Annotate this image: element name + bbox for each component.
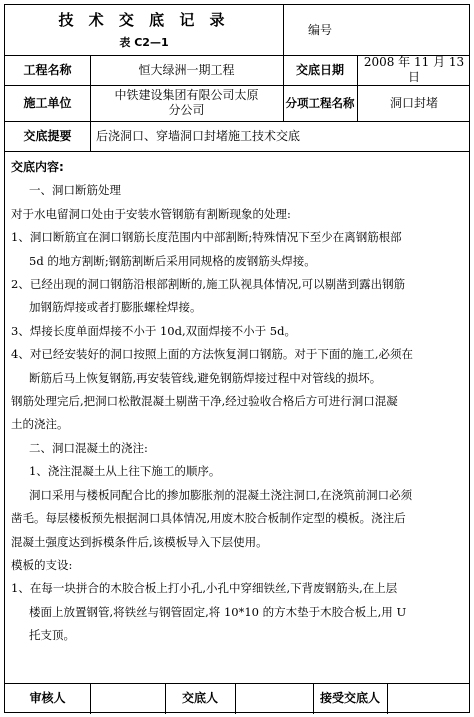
- receiver-field[interactable]: [387, 683, 471, 714]
- section-heading: 二、洞口混凝土的浇注:: [29, 440, 148, 455]
- form-title: 技 术 交 底 记 录: [58, 10, 230, 29]
- row-divider: [5, 151, 469, 152]
- paragraph-line: 1、洞口断筋宜在洞口钢筋长度范围内中部割断;特殊情况下至少在离钢筋根部: [11, 230, 402, 245]
- subproject-value: 洞口封堵: [389, 95, 438, 110]
- presenter-label: 交底人: [181, 691, 218, 705]
- section-heading: 一、洞口断筋处理: [29, 183, 121, 198]
- number-field[interactable]: [357, 5, 471, 55]
- summary-value: 后浇洞口、穿墙洞口封堵施工技术交底: [96, 128, 301, 143]
- paragraph-line: 洞口采用与楼板同配合比的掺加膨胀剂的混凝土浇注洞口,在浇筑前洞口必须: [29, 487, 413, 502]
- form-code: 表 C2—1: [119, 35, 169, 49]
- contractor-value-line: 分公司: [168, 103, 205, 117]
- paragraph-line: 凿毛。每层楼板预先根据洞口具体情况,用废木胶合板制作定型的模板。浇注后: [11, 511, 406, 526]
- date-label: 交底日期: [295, 62, 344, 77]
- number-label: 编号: [307, 22, 332, 37]
- paragraph-line: 混凝土强度达到拆模条件后,该模板导入下层使用。: [11, 534, 268, 549]
- project-name-label: 工程名称: [23, 62, 72, 77]
- disclosure-content: [11, 156, 465, 648]
- paragraph-line: 1、在每一块拼合的木胶合板上打小孔,小孔中穿细铁丝,下背废钢筋头,在上层: [11, 581, 398, 596]
- contractor-value: [90, 85, 283, 121]
- paragraph-line: 土的浇注。: [11, 417, 69, 432]
- paragraph-line: 4、对已经安装好的洞口按照上面的方法恢复洞口钢筋。对于下面的施工,必须在: [11, 347, 413, 362]
- contractor-label: 施工单位: [23, 95, 72, 110]
- technical-disclosure-form: [4, 4, 470, 713]
- paragraph-line: 5d 的地方割断;钢筋割断后采用同规格的废钢筋头焊接。: [29, 253, 316, 268]
- paragraph-line: 加钢筋焊接或者打膨胀螺栓焊接。: [29, 300, 202, 315]
- paragraph-line: 2、已经出现的洞口钢筋沿根部割断的,施工队视具体情况,可以剔凿到露出钢筋: [11, 277, 406, 292]
- paragraph-line: 1、浇注混凝土从上往下施工的顺序。: [29, 464, 221, 479]
- paragraph-line: 楼面上放置钢管,将铁丝与钢管固定,将 10*10 的方木垫于木胶合板上,用 U: [29, 604, 407, 619]
- summary-label: 交底提要: [23, 128, 72, 143]
- section-heading: 模板的支设:: [11, 557, 73, 572]
- paragraph-line: 3、焊接长度单面焊接不小于 10d,双面焊接不小于 5d。: [11, 323, 296, 338]
- reviewer-field[interactable]: [90, 683, 165, 714]
- paragraph-line: 托支顶。: [29, 628, 75, 643]
- paragraph-line: 钢筋处理完后,把洞口松散混凝土剔凿干净,经过验收合格后方可进行洞口混凝: [11, 394, 398, 409]
- presenter-field[interactable]: [235, 683, 313, 714]
- paragraph-line: 断筋后马上恢复钢筋,再安装管线,避免钢筋焊接过程中对管线的损坏。: [29, 370, 382, 385]
- date-value: 2008 年 11 月 13 日: [363, 55, 465, 84]
- contractor-value-line: 中铁建设集团有限公司太原: [114, 88, 259, 102]
- receiver-label: 接受交底人: [319, 691, 380, 705]
- content-heading: 交底内容:: [11, 160, 64, 174]
- subproject-label: 分项工程名称: [285, 95, 355, 110]
- reviewer-label: 审核人: [29, 691, 66, 705]
- paragraph-line: 对于水电留洞口处由于安装水管钢筋有割断现象的处理:: [11, 206, 291, 221]
- project-name-value: 恒大绿洲一期工程: [138, 62, 235, 77]
